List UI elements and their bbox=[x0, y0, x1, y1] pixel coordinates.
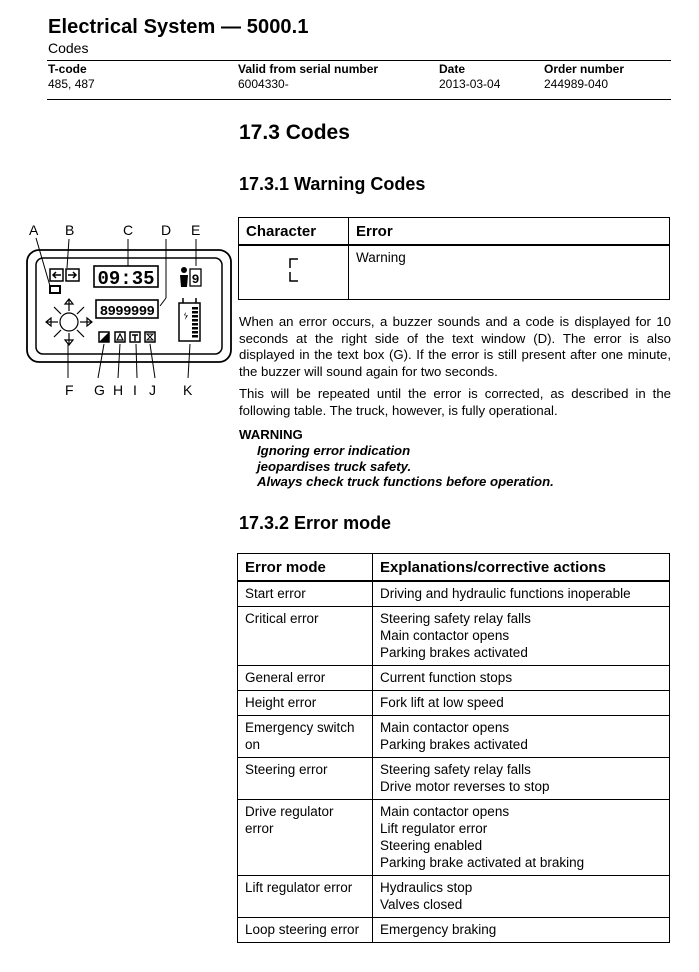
table-row bbox=[238, 918, 670, 943]
section-heading-warning-codes: 17.3.1 Warning Codes bbox=[239, 174, 426, 194]
corrective-action-text: Current function stops bbox=[380, 670, 513, 685]
column-header-error: Error bbox=[349, 218, 670, 246]
corrective-action-text: Main contactor opens bbox=[380, 804, 510, 819]
warning-character-cell bbox=[239, 245, 349, 299]
meta-value-serial: 6004330- bbox=[238, 77, 289, 91]
error-mode-text: error bbox=[245, 821, 274, 836]
corrective-action-text: Emergency braking bbox=[380, 922, 497, 937]
error-mode-text: Loop steering error bbox=[245, 922, 360, 937]
warning-error-cell: Warning bbox=[349, 245, 670, 299]
warning-segment-icon bbox=[286, 256, 302, 284]
display-panel-diagram bbox=[24, 218, 234, 400]
error-mode-text: Height error bbox=[245, 695, 317, 710]
corrective-action-text: Parking brake activated at braking bbox=[380, 855, 585, 870]
diagram-label-b: B bbox=[65, 222, 75, 238]
meta-label-order: Order number bbox=[544, 62, 625, 76]
table-row bbox=[238, 716, 670, 758]
diagram-label-e: E bbox=[191, 222, 201, 238]
error-mode-cell bbox=[238, 666, 373, 691]
diagram-label-i: I bbox=[133, 382, 137, 398]
header-bottom-rule bbox=[47, 99, 671, 100]
corrective-action-cell bbox=[373, 918, 670, 943]
paragraph-error-occurs: When an error occurs, a buzzer sounds and a code is displayed for 10 seconds at the right side of the text window (D). The error is also displayed in the text box (G). If the error is still present after one minute, the buzzer will sound again for two seconds. bbox=[239, 314, 671, 379]
error-mode-cell bbox=[238, 800, 373, 876]
error-mode-text: Emergency switch bbox=[245, 720, 355, 735]
section-heading-error-mode: 17.3.2 Error mode bbox=[239, 513, 392, 533]
corrective-action-cell bbox=[373, 758, 670, 800]
meta-value-date: 2013-03-04 bbox=[439, 77, 501, 91]
diagram-label-h: H bbox=[113, 382, 124, 398]
warning-label: WARNING bbox=[239, 427, 303, 442]
error-mode-text: Drive regulator bbox=[245, 804, 334, 819]
gear-value: 9 bbox=[191, 272, 200, 287]
warning-codes-table bbox=[238, 217, 670, 300]
section-heading-codes: 17.3 Codes bbox=[239, 121, 350, 144]
text-window-value: 8999999 bbox=[99, 304, 155, 320]
corrective-action-cell bbox=[373, 716, 670, 758]
warning-line-1: Ignoring error indication bbox=[257, 443, 411, 458]
error-mode-text: Start error bbox=[245, 586, 306, 601]
corrective-action-cell bbox=[373, 876, 670, 918]
error-mode-table bbox=[237, 553, 670, 943]
table-row bbox=[239, 245, 670, 299]
corrective-action-cell bbox=[373, 666, 670, 691]
corrective-action-text: Main contactor opens bbox=[380, 720, 510, 735]
meta-label-tcode: T-code bbox=[48, 62, 87, 76]
error-mode-text: Steering error bbox=[245, 762, 328, 777]
diagram-label-a: A bbox=[29, 222, 39, 238]
table-row bbox=[238, 666, 670, 691]
error-mode-cell bbox=[238, 918, 373, 943]
page-subtitle: Codes bbox=[48, 40, 89, 56]
operator-icon bbox=[181, 267, 187, 273]
page-title: Electrical System — 5000.1 bbox=[48, 16, 309, 38]
table-row bbox=[238, 800, 670, 876]
corrective-action-text: Valves closed bbox=[380, 897, 463, 912]
diagram-label-d: D bbox=[161, 222, 172, 238]
error-table-header-row bbox=[238, 554, 670, 582]
error-mode-text: General error bbox=[245, 670, 326, 685]
header-top-rule bbox=[47, 60, 671, 61]
warning-line-2: jeopardises truck safety. bbox=[257, 459, 412, 474]
diagram-label-f: F bbox=[65, 382, 74, 398]
diagram-label-j: J bbox=[149, 382, 156, 398]
error-mode-cell bbox=[238, 581, 373, 607]
warning-table-header-row bbox=[239, 218, 670, 246]
error-mode-cell bbox=[238, 876, 373, 918]
corrective-action-text: Parking brakes activated bbox=[380, 645, 528, 660]
paragraph-repeated: This will be repeated until the error is corrected, as described in the following table. The truck, however, is fully operational. bbox=[239, 386, 671, 418]
error-mode-cell bbox=[238, 691, 373, 716]
error-mode-text: Lift regulator error bbox=[245, 880, 353, 895]
direction-rosette-icon bbox=[46, 299, 92, 345]
clock-value: 09:35 bbox=[97, 268, 155, 290]
error-mode-cell bbox=[238, 716, 373, 758]
corrective-action-text: Steering safety relay falls bbox=[380, 762, 531, 777]
diagram-label-g: G bbox=[94, 382, 105, 398]
corrective-action-text: Lift regulator error bbox=[380, 821, 488, 836]
corrective-action-text: Parking brakes activated bbox=[380, 737, 528, 752]
corrective-action-text: Fork lift at low speed bbox=[380, 695, 504, 710]
table-row bbox=[238, 876, 670, 918]
meta-label-date: Date bbox=[439, 62, 466, 76]
meta-value-order: 244989-040 bbox=[544, 77, 609, 91]
meta-label-serial: Valid from serial number bbox=[238, 62, 379, 76]
corrective-action-text: Steering safety relay falls bbox=[380, 611, 531, 626]
column-header-character: Character bbox=[239, 218, 349, 246]
table-row bbox=[238, 691, 670, 716]
diagram-label-c: C bbox=[123, 222, 134, 238]
table-row bbox=[238, 581, 670, 607]
corrective-action-text: Driving and hydraulic functions inoperable bbox=[380, 586, 631, 601]
table-row bbox=[238, 607, 670, 666]
corrective-action-cell bbox=[373, 581, 670, 607]
table-row bbox=[238, 758, 670, 800]
corrective-action-cell bbox=[373, 691, 670, 716]
column-header-error-mode: Error mode bbox=[238, 554, 373, 582]
error-mode-cell bbox=[238, 607, 373, 666]
meta-value-tcode: 485, 487 bbox=[48, 77, 95, 91]
warning-line-3: Always check truck functions before operation. bbox=[257, 474, 554, 489]
error-mode-cell bbox=[238, 758, 373, 800]
corrective-action-text: Steering enabled bbox=[380, 838, 483, 853]
error-mode-table-body bbox=[238, 581, 670, 943]
corrective-action-text: Hydraulics stop bbox=[380, 880, 473, 895]
diagram-label-k: K bbox=[183, 382, 193, 398]
corrective-action-text: Main contactor opens bbox=[380, 628, 510, 643]
column-header-explanations: Explanations/corrective actions bbox=[373, 554, 670, 582]
error-mode-text: Critical error bbox=[245, 611, 319, 626]
corrective-action-cell bbox=[373, 607, 670, 666]
corrective-action-cell bbox=[373, 800, 670, 876]
error-mode-text: on bbox=[245, 737, 261, 752]
corrective-action-text: Drive motor reverses to stop bbox=[380, 779, 550, 794]
